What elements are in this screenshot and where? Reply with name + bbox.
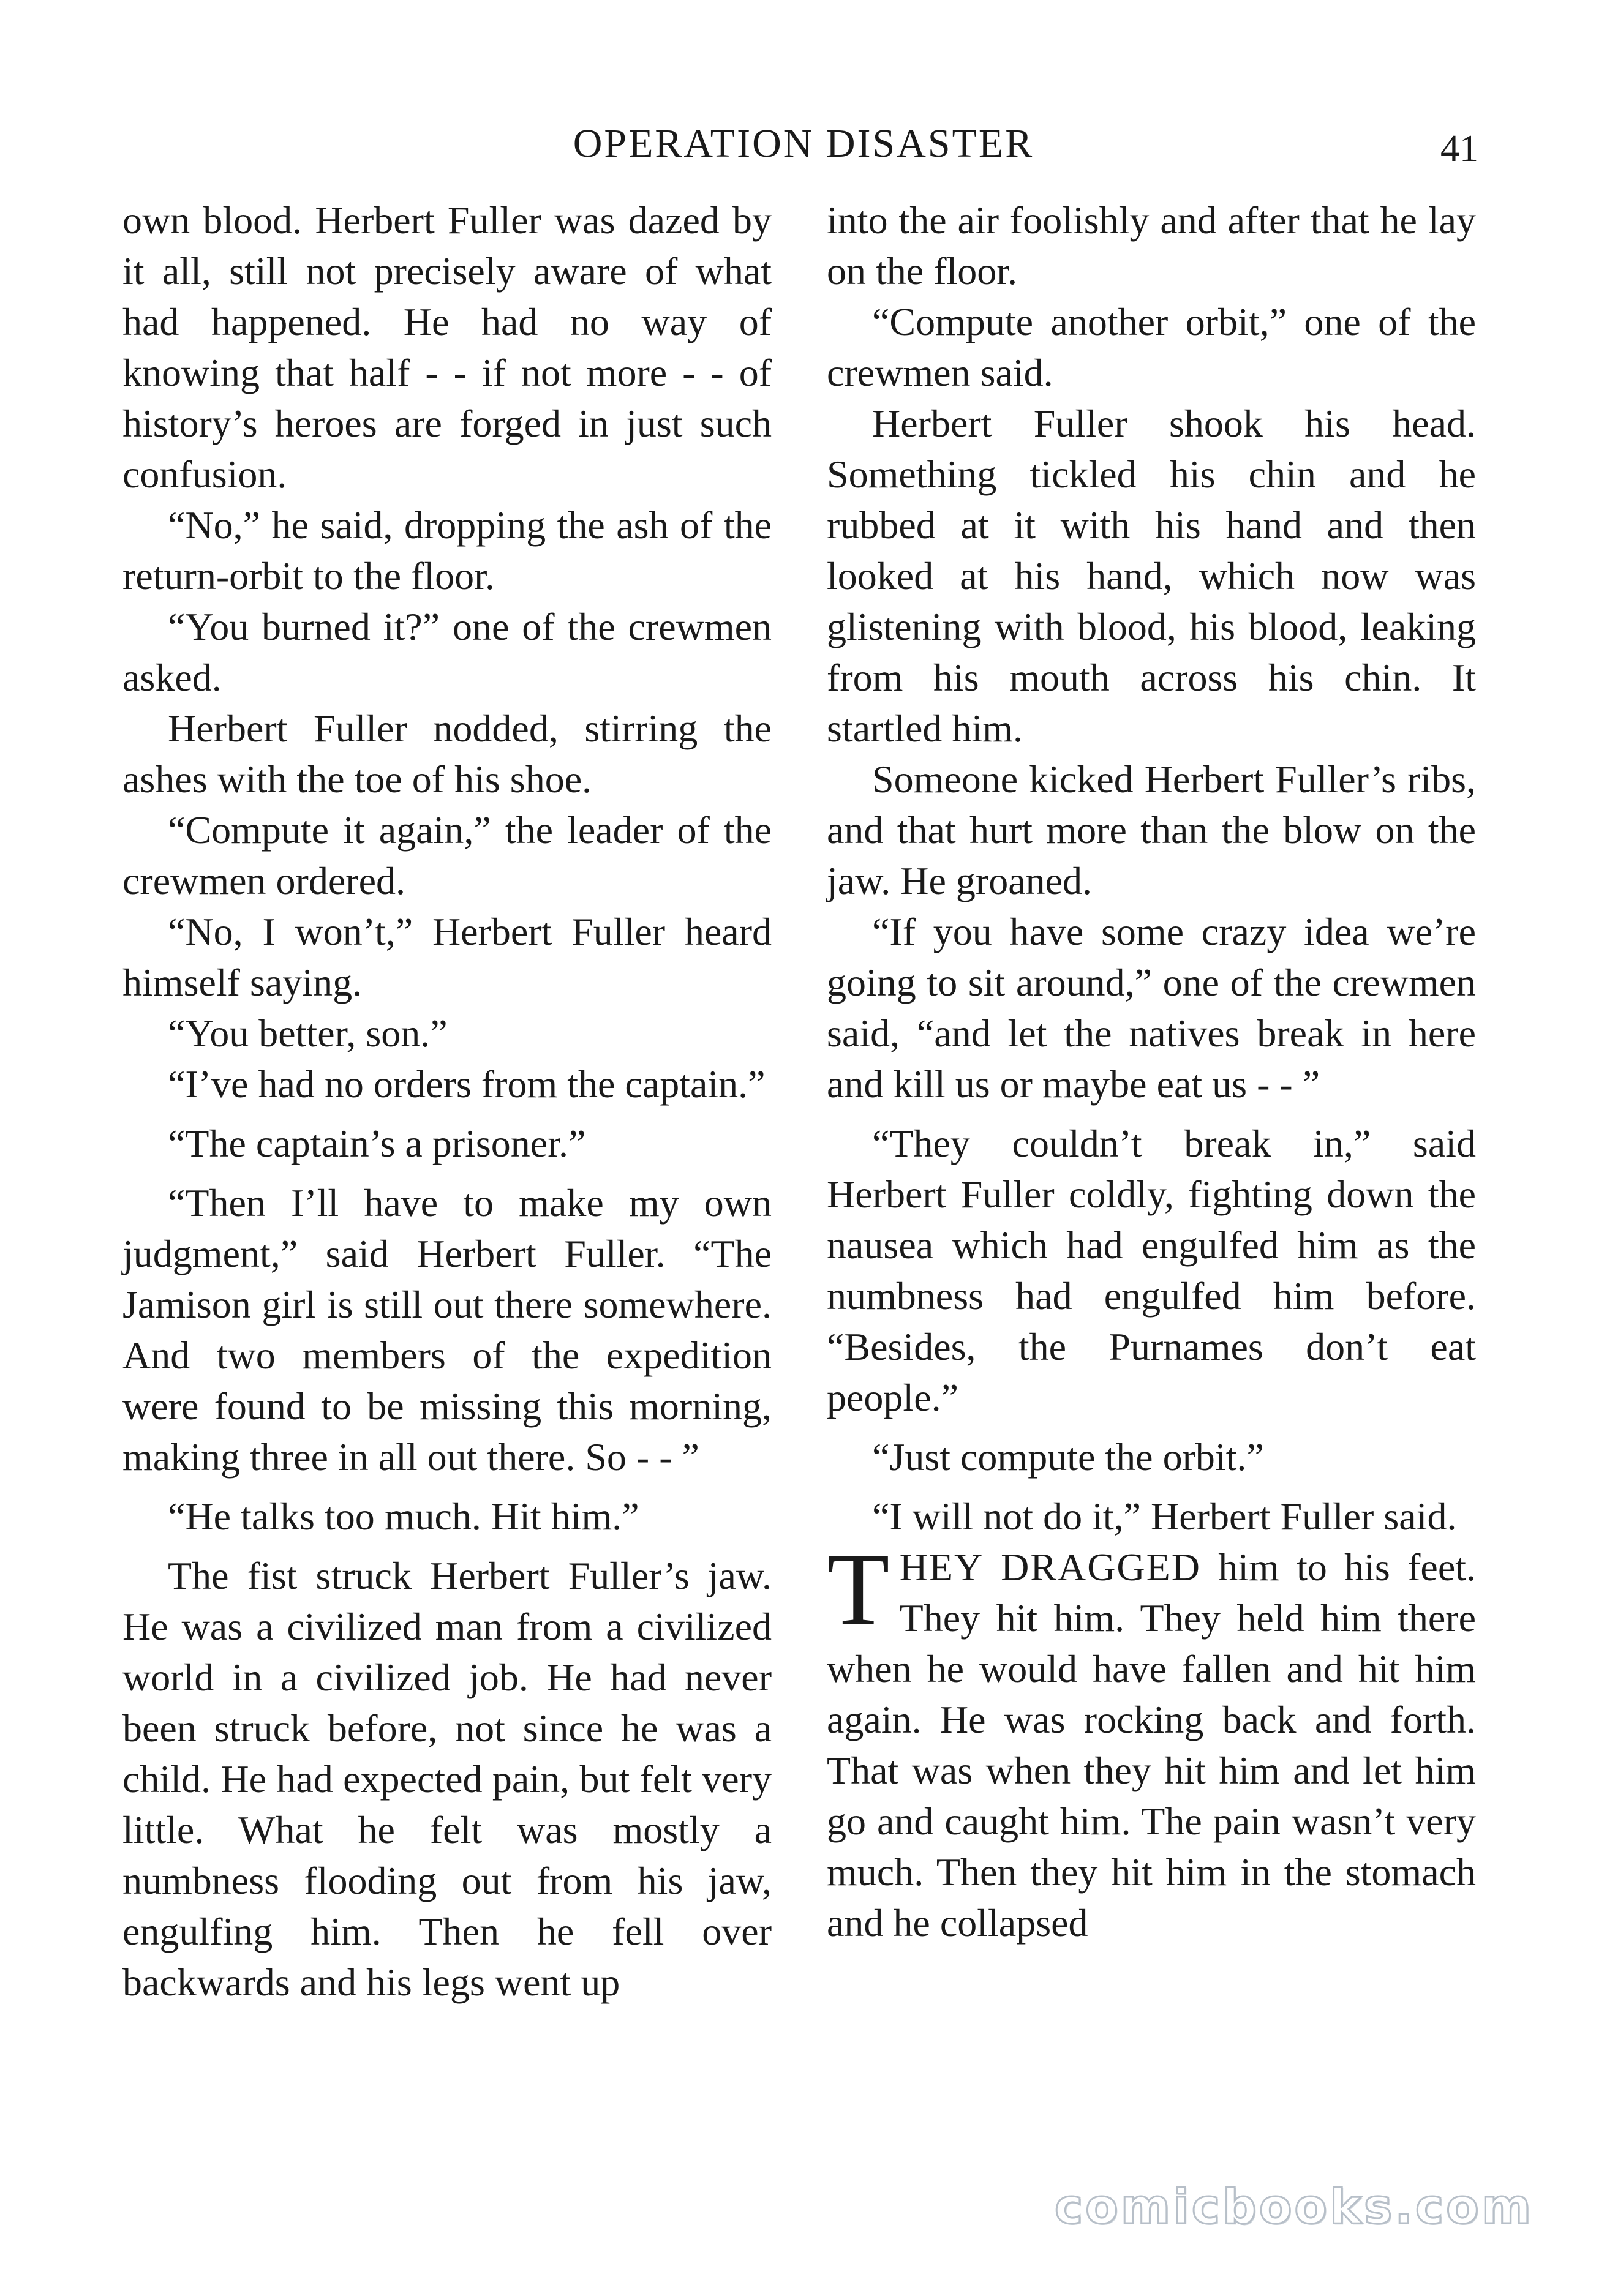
paragraph: “No, I won’t,” Herbert Fuller heard himself saying. (122, 910, 772, 1004)
lead-in-text: HEY DRAGGED (899, 1545, 1201, 1589)
paragraph: “You burned it?” one of the crewmen asked. (122, 605, 772, 699)
paragraph: “You better, son.” (168, 1011, 448, 1055)
paragraph: into the air foolishly and after that he lay on the floor. (827, 198, 1476, 293)
paragraph: Herbert Fuller shook his head. Something tickled his chin and he rubbed at it with his hand and then looked at his hand, which now was glistening with blood, his blood, leaking from his mouth across his chin. It startled him. (827, 402, 1476, 750)
paragraph: “He talks too much. Hit him.” (168, 1495, 639, 1538)
paragraph: “I’ve had no orders from the captain.” (168, 1062, 766, 1106)
drop-cap: T (827, 1533, 890, 1646)
paragraph: “No,” he said, dropping the ash of the return-orbit to the floor. (122, 503, 772, 598)
paragraph: “I will not do it,” Herbert Fuller said. (872, 1495, 1457, 1538)
section-opening-paragraph (827, 1533, 1476, 1948)
paragraph: own blood. Herbert Fuller was dazed by it all, still not precisely aware of what had happened. He had no way of knowing that half - - if not more - - of history’s heroes are forged in just such confusion. (122, 198, 772, 496)
paragraph: “Compute it again,” the leader of the crewmen ordered. (122, 808, 772, 902)
paragraph: “Then I’ll have to make my own judgment,” said Herbert Fuller. “The Jamison girl is still out there somewhere. And two members of the expedition were found to be missing this morning, making three in all out there. So - - ” (122, 1181, 772, 1479)
watermark-logo: comicbooks.com (1054, 2180, 1534, 2235)
paragraph: “The captain’s a prisoner.” (168, 1122, 586, 1165)
left-column (122, 195, 772, 2008)
right-column (827, 195, 1476, 1948)
paragraph: “They couldn’t break in,” said Herbert Fuller coldly, fighting down the nausea which had engulfed him as the numbness had engulfed him before. “Besides, the Purnames don’t eat people.” (827, 1122, 1476, 1419)
paragraph: “Just compute the orbit.” (872, 1435, 1264, 1479)
paragraph: The fist struck Herbert Fuller’s jaw. He was a civilized man from a civilized world in a civilized job. He had never been struck before, not since he was a child. He had expected pain, but felt very little. What he felt was mostly a numbness flooding out from his jaw, engulfing him. Then he fell over backwards and his legs went up (122, 1554, 772, 2004)
paragraph: “Compute another orbit,” one of the crewmen said. (827, 300, 1476, 394)
running-title: OPERATION DISASTER (573, 121, 1034, 166)
paragraph: Herbert Fuller nodded, stirring the ashes with the toe of his shoe. (122, 707, 772, 801)
page-header (0, 116, 1607, 171)
paragraph: Someone kicked Herbert Fuller’s ribs, and that hurt more than the blow on the jaw. He groaned. (827, 757, 1476, 902)
paragraph: “If you have some crazy idea we’re going to sit around,” one of the crewmen said, “and let the natives break in here and kill us or maybe eat us - - ” (827, 910, 1476, 1106)
page-number: 41 (1440, 128, 1478, 170)
section-body-text: him to his feet. They hit him. They held him there when he would have fallen and hit him again. He was rocking back and forth. That was when they hit him and let him go and caught him. The pain wasn’t very much. Then they hit him in the stomach and he collapsed (827, 1545, 1476, 1945)
